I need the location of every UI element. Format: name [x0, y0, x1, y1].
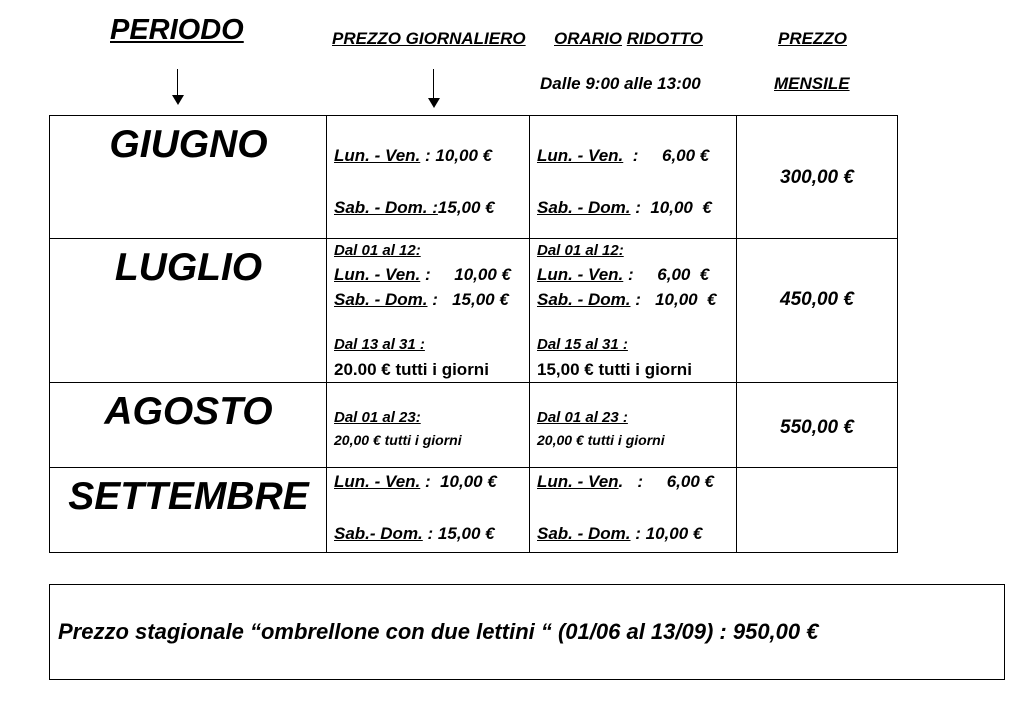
day-range-label: Sab. - Dom. [537, 524, 631, 543]
daily-all-days-price: 20.00 € tutti i giorni [334, 360, 489, 379]
price-value: : 10,00 € [630, 198, 712, 217]
period-label: Dal 01 al 23: [334, 409, 421, 426]
price-value: : 10,00 € [420, 146, 493, 165]
period-label: Dal 01 al 12: [537, 242, 624, 259]
day-range-label: Sab.- Dom. [334, 524, 423, 543]
day-range-label: Lun. - Ven. [334, 146, 421, 165]
month-label: LUGLIO [114, 246, 263, 289]
header-prezzo-giornaliero: PREZZO GIORNALIERO [332, 29, 526, 48]
daily-weekend-price [334, 524, 495, 544]
month-label: GIUGNO [109, 123, 268, 166]
reduced-all-days-price: 20,00 € tutti i giorni [537, 432, 665, 448]
period-label: Dal 01 al 12: [334, 242, 421, 259]
reduced-weekend-price [537, 524, 702, 544]
price-value: : 6,00 € [623, 265, 710, 284]
reduced-all-days-price: 15,00 € tutti i giorni [537, 360, 692, 379]
price-value: : 15,00 € [422, 524, 495, 543]
daily-weekday-price [334, 146, 492, 166]
header-ridotto-word: RIDOTTO [626, 29, 703, 48]
day-range-label: Lun. - Ven. [334, 472, 421, 491]
table-divider [49, 467, 898, 468]
daily-weekday-price [334, 265, 511, 285]
down-arrow-icon [172, 69, 184, 105]
price-value: : 6,00 € [623, 146, 710, 165]
table-divider [49, 238, 898, 239]
month-label: AGOSTO [104, 390, 273, 433]
day-range-label: Lun. - Ven. [334, 265, 421, 284]
monthly-price: 300,00 € [780, 167, 854, 188]
header-orario-time: Dalle 9:00 alle 13:00 [540, 74, 701, 93]
daily-all-days-price: 20,00 € tutti i giorni [334, 432, 462, 448]
price-value: : 10,00 € [420, 472, 497, 491]
period-label: Dal 01 al 23 : [537, 409, 628, 426]
header-periodo: PERIODO [110, 14, 244, 46]
table-divider [49, 382, 898, 383]
day-range-label: Lun. - Ven. [537, 146, 624, 165]
table-divider [529, 115, 530, 553]
reduced-weekday-price [537, 472, 714, 492]
reduced-weekday-price [537, 265, 709, 285]
day-range-label: Sab. - Dom. [537, 198, 631, 217]
price-value: : 10,00 € [630, 290, 717, 309]
down-arrow-icon [428, 69, 440, 108]
reduced-weekday-price [537, 146, 709, 166]
seasonal-price-text: Prezzo stagionale “ombrellone con due lettini “ (01/06 al 13/09) : 950,00 € [58, 619, 819, 644]
price-value: 15,00 € [437, 198, 495, 217]
price-value: : 10,00 € [420, 265, 511, 284]
day-range-label: Lun. - Ven [537, 472, 619, 491]
header-mensile: MENSILE [774, 74, 850, 93]
daily-weekend-price [334, 290, 509, 310]
daily-weekend-price [334, 198, 495, 218]
monthly-price: 450,00 € [780, 289, 854, 310]
header-orario-word: ORARIO [554, 29, 622, 48]
header-prezzo: PREZZO [778, 29, 847, 48]
day-range-label: Sab. - Dom. : [334, 198, 438, 217]
monthly-price: 550,00 € [780, 417, 854, 438]
day-range-label: Sab. - Dom. [334, 290, 428, 309]
price-value: . : 6,00 € [618, 472, 714, 491]
period-label: Dal 13 al 31 : [334, 336, 425, 353]
period-label: Dal 15 al 31 : [537, 336, 628, 353]
month-label: SETTEMBRE [68, 475, 309, 518]
reduced-weekend-price [537, 198, 712, 218]
day-range-label: Sab. - Dom. [537, 290, 631, 309]
price-value: : 10,00 € [630, 524, 703, 543]
reduced-weekend-price [537, 290, 717, 310]
daily-weekday-price [334, 472, 497, 492]
price-value: : 15,00 € [427, 290, 509, 309]
day-range-label: Lun. - Ven. [537, 265, 624, 284]
header-orario-ridotto [554, 29, 703, 49]
